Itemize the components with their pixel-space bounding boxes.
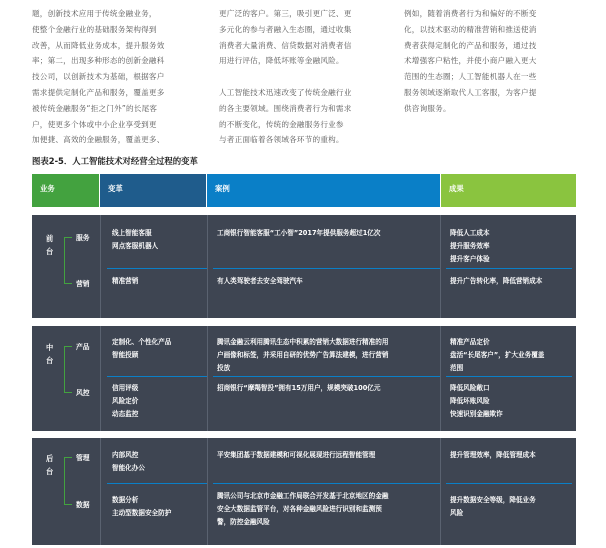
case-cell: 有人类驾驶者去安全驾驶汽车 [217,277,303,285]
figure-title: 图表2-5．人工智能技术对经营全过程的变革 [32,156,198,166]
row-separator [107,376,207,377]
row-separator [446,268,572,269]
tree-connector [64,346,72,347]
table-row-middle-office [32,326,576,431]
column-divider [440,438,441,545]
change-cell: 精准营销 [112,277,139,285]
column-divider [207,215,208,318]
row-separator [107,268,207,269]
result-cell: 降低人工成本 提升服务效率 提升客户体验 [450,229,490,263]
tree-connector [64,283,72,284]
row-separator [213,376,440,377]
change-cell: 信用评级 风险定价 动态监控 [112,384,139,418]
sub-label-management: 管理 [76,454,90,462]
change-cell: 定制化、个性化产品 智能投顾 [112,338,172,359]
result-cell: 精准产品定价 盘活“长尾客户”，扩大业务覆盖 范围 [450,338,545,372]
header-result: 成果 [441,174,576,207]
change-cell: 线上智能客服 网点客服机器人 [112,229,159,250]
sub-label-risk: 风控 [76,389,90,397]
column-divider [100,326,101,431]
category-label: 中 台 [46,343,54,365]
row-separator [446,376,572,377]
sub-label-product: 产品 [76,343,90,351]
column-divider [440,326,441,431]
body-text-column-3: 例如，随着消费者行为和偏好的不断变 化，以技术驱动的精准营销和推送使消 费者获得定制化的产品和服务，通过技 术增强客户粘性，并使小商户融入更大 范围的生态圈；人工智能机器人在一些 服务领域逐渐取代人工客服，为客户提 供咨询服务。 [404,9,537,113]
result-cell: 降低风险敞口 降低坏账风险 快速识别金融欺诈 [450,384,503,418]
header-case: 案例 [207,174,440,207]
change-cell: 数据分析 主动型数据安全防护 [112,496,172,517]
case-cell: 工商银行智能客服“工小智”2017年提供服务超过1亿次 [217,229,381,237]
column-divider [207,326,208,431]
result-cell: 提升管理效率，降低管理成本 [450,451,536,459]
tree-connector [64,457,65,504]
tree-connector [64,457,72,458]
case-cell: 招商银行“摩羯智投”拥有15万用户，规模突破100亿元 [217,384,381,392]
case-cell: 腾讯金融云利用腾讯生态中积累的营销大数据进行精准的用 户画像和标签，并采用自研的优势广告算法建模，进行营销 投放 [217,338,389,372]
case-cell: 平安集团基于数据建模和可视化展现进行远程智能管理 [217,451,376,459]
column-divider [207,438,208,545]
tree-connector [64,392,72,393]
body-text-column-2: 更广泛的客户。第三，吸引更广泛、更 多元化的参与者融入生态圈，通过收集 消费者大量消费、信贷数据对消费者信 用进行评估，降低坏账等金融风险。 人工智能技术迅速改变了传统金融行业 的各主要领域。围绕消费者行为和需求 的不断变化，传统的金融服务行业参 与者正面临着各领域各环节的重构。 [219,9,352,145]
result-cell: 提升数据安全等级，降低业务 风险 [450,496,536,517]
row-separator [446,483,572,484]
row-separator [213,483,440,484]
body-text-column-1: 题，创新技术应用于传统金融业务， 使整个金融行业的基础服务架构得到 改善，从而降低业务成本，提升服务效 率；第二，出现多种形态的创新金融科 技公司，以创新技术为基础，根据客户 需求提供定制化产品和服务，覆盖更多 被传统金融服务“拒之门外”的长尾客 户，使更多个体或中小企业享受到更 加便捷、高效的金融服务，覆盖更多、 [32,9,165,145]
row-separator [107,483,207,484]
tree-connector [64,237,72,238]
sub-label-data: 数据 [76,501,90,509]
category-label: 前 台 [46,234,54,256]
column-divider [440,215,441,318]
column-divider [100,215,101,318]
category-label: 后 台 [46,454,54,476]
result-cell: 提升广告转化率，降低营销成本 [450,277,543,285]
tree-connector [64,346,65,392]
table-row-back-office [32,438,576,545]
table-row-front-office [32,215,576,318]
header-area: 业务 [32,174,99,207]
tree-connector [64,504,72,505]
row-separator [213,268,440,269]
sub-label-marketing: 营销 [76,280,90,288]
tree-connector [64,237,65,283]
header-change: 变革 [100,174,206,207]
change-cell: 内部风控 智能化办公 [112,451,145,472]
column-divider [100,438,101,545]
case-cell: 腾讯公司与北京市金融工作局联合开发基于北京地区的金融 安全大数据监管平台，对各种金融风险进行识别和监测预 警，防控金融风险 [217,492,389,526]
sub-label-service: 服务 [76,234,90,242]
